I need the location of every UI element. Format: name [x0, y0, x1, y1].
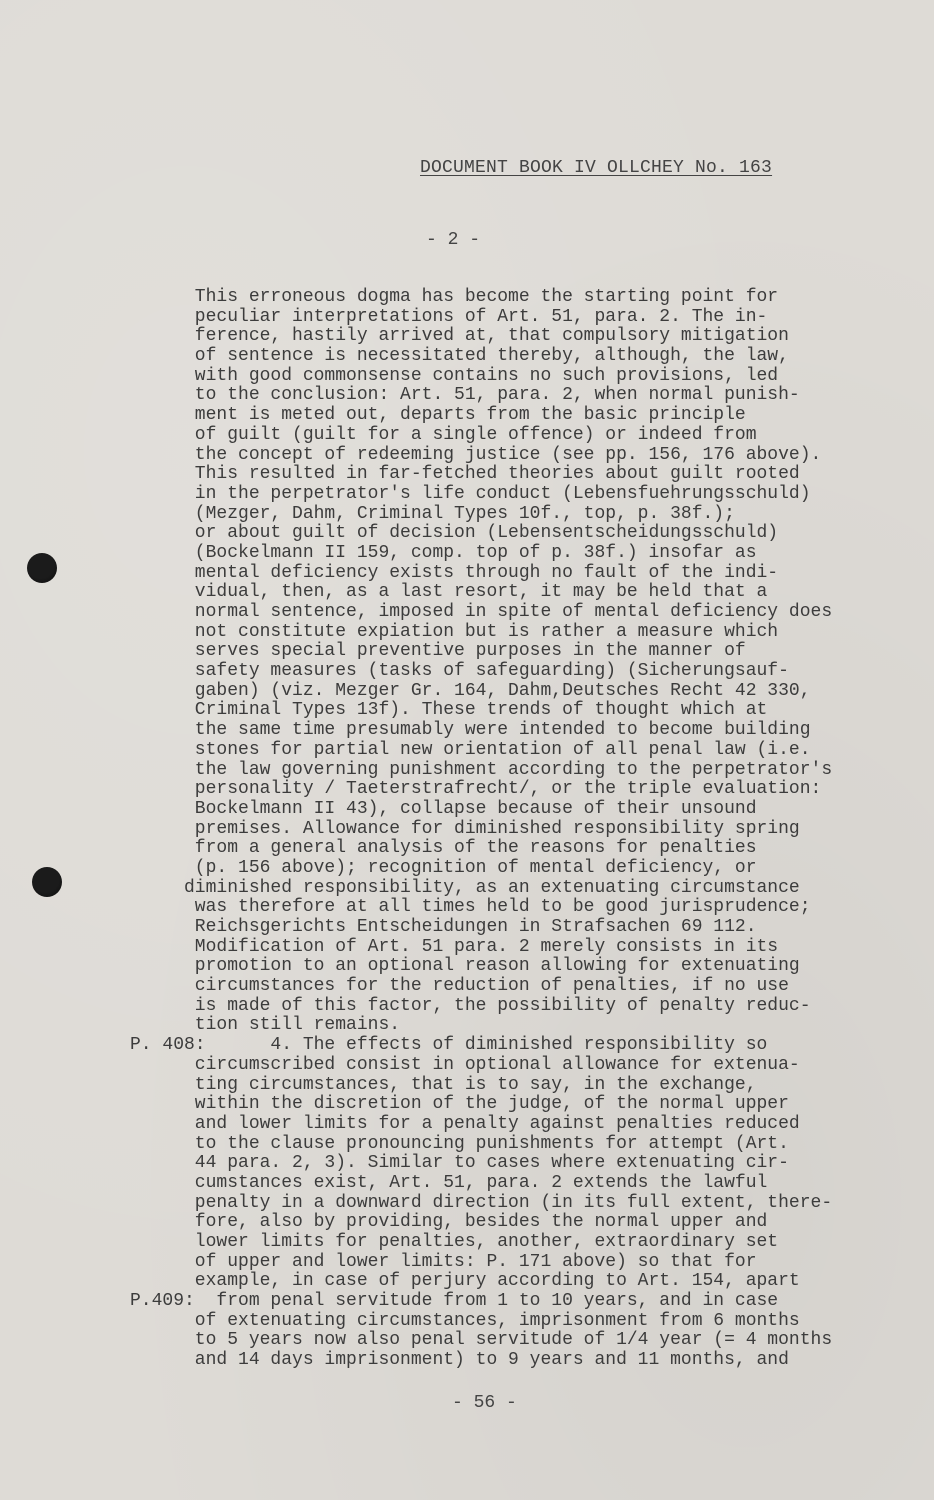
text-line: mental deficiency exists through no fault of the indi- [130, 562, 779, 583]
text-line: with good commonsense contains no such provisions, led [130, 365, 779, 386]
text-line: and 14 days imprisonment) to 9 years and 11 months, and [130, 1350, 789, 1371]
text-line: to the conclusion: Art. 51, para. 2, when normal punish- [130, 385, 800, 406]
text-line: tion still remains. [130, 1015, 401, 1036]
text-line: is made of this factor, the possibility of penalty reduc- [130, 995, 811, 1016]
text-line: normal sentence, imposed in spite of mental deficiency does [130, 602, 833, 622]
text-line: Modification of Art. 51 para. 2 merely consists in its [130, 936, 779, 957]
body-text [130, 288, 832, 1371]
text-line: Criminal Types 13f). These trends of thought which at [130, 700, 768, 721]
text-line: in the perpetrator's life conduct (Lebensfuehrungsschuld) [130, 483, 811, 504]
text-line: (Bockelmann II 159, comp. top of p. 38f.) insofar as [130, 542, 757, 563]
text-line: fore, also by providing, besides the normal upper and [130, 1212, 768, 1233]
text-line: serves special preventive purposes in the manner of [130, 641, 746, 662]
text-line: P. 408: 4. The effects of diminished responsibility so [130, 1035, 768, 1056]
text-line: P.409: from penal servitude from 1 to 10 years, and in case [130, 1291, 779, 1312]
text-line: was therefore at all times held to be good jurisprudence; [130, 897, 811, 918]
text-line: gaben) (viz. Mezger Gr. 164, Dahm,Deutsches Recht 42 330, [130, 680, 811, 701]
text-line: and lower limits for a penalty against penalties reduced [130, 1113, 800, 1134]
punch-hole [32, 867, 62, 897]
text-line: the same time presumably were intended to become building [130, 720, 811, 741]
text-line: premises. Allowance for diminished responsibility spring [130, 818, 800, 839]
page-number-bottom: - 56 - [452, 1393, 517, 1413]
text-line: This erroneous dogma has become the starting point for [130, 287, 779, 307]
text-line: vidual, then, as a last resort, it may be held that a [130, 582, 768, 603]
text-line: circumscribed consist in optional allowance for extenua- [130, 1054, 800, 1075]
text-line: not constitute expiation but is rather a measure which [130, 621, 779, 642]
text-line: of extenuating circumstances, imprisonment from 6 months [130, 1310, 800, 1331]
punch-hole [27, 553, 57, 583]
text-line: example, in case of perjury according to Art. 154, apart [130, 1271, 800, 1292]
text-line: the concept of redeeming justice (see pp. 156, 176 above). [130, 444, 822, 465]
text-line: This resulted in far-fetched theories about guilt rooted [130, 464, 800, 485]
text-line: ment is meted out, departs from the basic principle [130, 405, 746, 426]
document-header: DOCUMENT BOOK IV OLLCHEY No. 163 [420, 158, 773, 178]
text-line: penalty in a downward direction (in its full extent, there- [130, 1192, 833, 1213]
text-line: (Mezger, Dahm, Criminal Types 10f., top, p. 38f.); [130, 503, 735, 524]
text-line: ting circumstances, that is to say, in the exchange, [130, 1074, 757, 1095]
text-line: cumstances exist, Art. 51, para. 2 extends the lawful [130, 1172, 768, 1193]
text-line: (p. 156 above); recognition of mental deficiency, or [130, 857, 757, 878]
text-line: lower limits for penalties, another, extraordinary set [130, 1232, 779, 1252]
text-line: Bockelmann II 43), collapse because of their unsound [130, 798, 757, 819]
text-line: to the clause pronouncing punishments for attempt (Art. [130, 1133, 789, 1154]
page-number-top: - 2 - [426, 230, 481, 250]
text-line: stones for partial new orientation of all penal law (i.e. [130, 739, 811, 760]
text-line: the law governing punishment according to the perpetrator's [130, 759, 833, 780]
text-line: to 5 years now also penal servitude of 1/4 year (= 4 months [130, 1330, 833, 1351]
text-line: of guilt (guilt for a single offence) or indeed from [130, 424, 757, 445]
text-line: circumstances for the reduction of penalties, if no use [130, 976, 789, 997]
text-line: from a general analysis of the reasons for penalties [130, 838, 757, 859]
text-line: ference, hastily arrived at, that compulsory mitigation [130, 326, 789, 347]
text-line: 44 para. 2, 3). Similar to cases where extenuating cir- [130, 1153, 789, 1174]
text-line: safety measures (tasks of safeguarding) (Sicherungsauf- [130, 661, 789, 682]
text-line: or about guilt of decision (Lebensentscheidungsschuld) [130, 523, 779, 544]
text-line: promotion to an optional reason allowing for extenuating [130, 956, 800, 977]
text-line: diminished responsibility, as an extenuating circumstance [130, 877, 800, 898]
text-line: peculiar interpretations of Art. 51, para. 2. The in- [130, 306, 768, 327]
text-line: within the discretion of the judge, of the normal upper [130, 1094, 789, 1115]
text-line: personality / Taeterstrafrecht/, or the triple evaluation: [130, 779, 822, 800]
text-line: of upper and lower limits: P. 171 above) so that for [130, 1251, 757, 1272]
text-line: Reichsgerichts Entscheidungen in Strafsachen 69 112. [130, 917, 757, 937]
text-line: of sentence is necessitated thereby, although, the law, [130, 346, 789, 367]
